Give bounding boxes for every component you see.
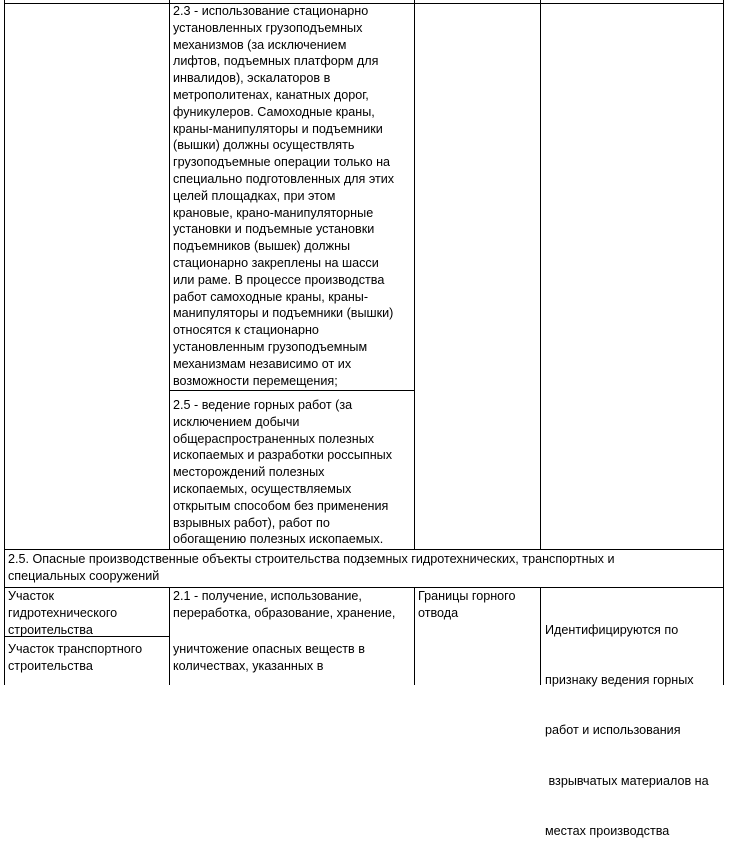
text-line: Идентифицируются по xyxy=(545,622,679,637)
text-line: инвалидов), эскалаторов в xyxy=(173,71,331,86)
grid-line-right-outer xyxy=(723,0,724,685)
grid-line-col2 xyxy=(414,0,415,549)
text-line: Границы горного xyxy=(418,589,516,603)
text-line: 2.1 - получение, использование, xyxy=(173,589,362,603)
text-line: фуникулеров. Самоходные краны, xyxy=(173,104,375,119)
text-line: метрополитенах, канатных дорог, xyxy=(173,87,369,102)
text-line: краны-манипуляторы и подъемники xyxy=(173,121,383,136)
text-line: специальных сооружений xyxy=(8,569,160,583)
text-line: Участок xyxy=(8,589,55,603)
text-line: стационарно закреплены на шасси xyxy=(173,255,379,270)
text-line: целей площадках, при этом xyxy=(173,188,336,203)
grid-line-left-outer xyxy=(4,0,5,685)
text-line: лифтов, подъемных платформ для xyxy=(173,54,379,69)
text-line: гидротехнического xyxy=(8,605,118,620)
text-line: грузоподъемные операции только на xyxy=(173,155,391,170)
grid-line-inner-top-col1 xyxy=(169,390,415,391)
text-line: механизмов (за исключением xyxy=(173,37,347,52)
text-line: взрывных работ), работ по xyxy=(173,515,330,530)
text-line: возможности перемещения; xyxy=(173,373,338,388)
text-line: специально подготовленных для этих xyxy=(173,171,395,186)
text-line: 2.3 - использование стационарно xyxy=(173,4,369,18)
text-line: установленным грузоподъемным xyxy=(173,339,368,354)
text-line: признаку ведения горных xyxy=(545,672,694,687)
text-line: 2.5 - ведение горных работ (за xyxy=(173,398,353,412)
text-line: количествах, указанных в xyxy=(173,658,324,673)
text-line: или раме. В процессе производства xyxy=(173,272,385,287)
item-2-5-text xyxy=(173,397,392,548)
text-line: механизмам независимо от их xyxy=(173,356,352,371)
text-line: взрывчатых материалов на xyxy=(545,773,709,788)
text-line: строительства xyxy=(8,622,93,637)
row-1-name xyxy=(8,588,117,638)
text-line: манипуляторы и подъемники (вышки) xyxy=(173,306,394,321)
text-line: обогащению полезных ископаемых. xyxy=(173,532,384,547)
text-line: работ самоходные краны, краны- xyxy=(173,289,369,304)
grid-line-col3 xyxy=(540,0,541,549)
text-line: 2.5. Опасные производственные объекты строительства подземных гидротехнических, транспортных и xyxy=(8,552,615,566)
boundary-text xyxy=(418,588,515,622)
text-line: относятся к стационарно xyxy=(173,323,319,338)
grid-line-col2-lower xyxy=(414,587,415,685)
text-line: отвода xyxy=(418,605,459,620)
text-line: общераспространенных полезных xyxy=(173,431,375,446)
text-line: установленных грузоподъемных xyxy=(173,20,363,35)
identification-text xyxy=(545,588,709,857)
text-line: крановые, крано-манипуляторные xyxy=(173,205,374,220)
text-line: ископаемых и разработки россыпных xyxy=(173,448,393,463)
text-line: переработка, образование, хранение, xyxy=(173,605,396,620)
criteria-text-b xyxy=(173,641,365,675)
grid-line-col1 xyxy=(169,0,170,549)
text-line: исключением добычи xyxy=(173,414,300,429)
text-line: местах производства xyxy=(545,824,670,839)
text-line: работ и использования xyxy=(545,723,681,738)
text-line: уничтожение опасных веществ в xyxy=(173,642,365,656)
text-line: (вышки) должны осуществлять xyxy=(173,138,355,153)
item-2-3-text xyxy=(173,3,394,389)
grid-line-col3-lower xyxy=(540,587,541,685)
text-line: установки и подъемные установки xyxy=(173,222,375,237)
text-line: ископаемых, осуществляемых xyxy=(173,481,352,496)
text-line: подъемников (вышек) должны xyxy=(173,239,351,254)
text-line: месторождений полезных xyxy=(173,465,325,480)
grid-line-section-top xyxy=(4,549,724,550)
criteria-text-a xyxy=(173,588,395,622)
section-header xyxy=(8,551,615,585)
row-2-name xyxy=(8,641,142,675)
text-line: строительства xyxy=(8,658,93,673)
text-line: открытым способом без применения xyxy=(173,498,389,513)
text-line: Участок транспортного xyxy=(8,642,143,656)
